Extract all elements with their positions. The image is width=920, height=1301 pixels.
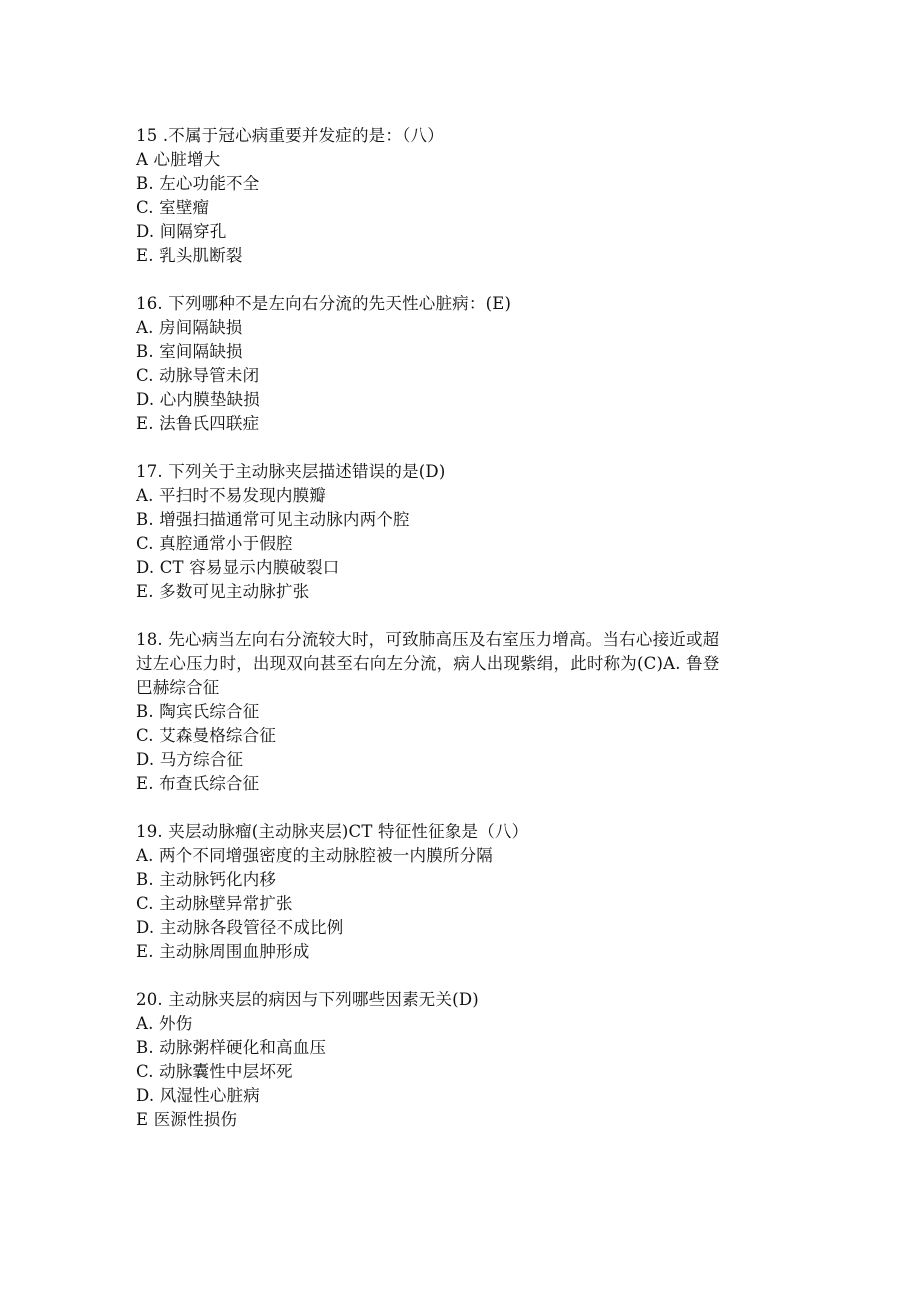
question-17 xyxy=(136,460,786,604)
option-e: E 医源性损伤 xyxy=(136,1110,238,1129)
option-b: B. 陶宾氏综合征 xyxy=(136,702,260,721)
question-20 xyxy=(136,988,786,1132)
question-19 xyxy=(136,820,786,964)
option-c: C. 主动脉壁异常扩张 xyxy=(136,894,293,913)
option-d: D. 间隔穿孔 xyxy=(136,222,227,241)
question-stem-line-3: 巴赫综合征 xyxy=(136,678,220,697)
option-d: D. 主动脉各段管径不成比例 xyxy=(136,918,344,937)
option-c: C. 室壁瘤 xyxy=(136,198,210,217)
question-stem: 20. 主动脉夹层的病因与下列哪些因素无关(D) xyxy=(136,990,479,1009)
option-c: C. 艾森曼格综合征 xyxy=(136,726,277,745)
option-b: B. 左心功能不全 xyxy=(136,174,260,193)
option-d: D. 心内膜垫缺损 xyxy=(136,390,260,409)
option-a: A. 房间隔缺损 xyxy=(136,318,243,337)
question-16 xyxy=(136,292,786,436)
question-15 xyxy=(136,124,786,268)
document-page xyxy=(136,124,786,1156)
option-b: B. 主动脉钙化内移 xyxy=(136,870,277,889)
option-d: D. CT 容易显示内膜破裂口 xyxy=(136,558,340,577)
option-e: E. 法鲁氏四联症 xyxy=(136,414,260,433)
option-c: C. 动脉导管未闭 xyxy=(136,366,260,385)
question-stem-line-2: 过左心压力时，出现双向甚至右向左分流，病人出现紫绢，此时称为(C)A. 鲁登 xyxy=(136,654,720,673)
option-e: E. 主动脉周围血肿形成 xyxy=(136,942,310,961)
question-stem: 19. 夹层动脉瘤(主动脉夹层)CT 特征性征象是（八） xyxy=(136,822,529,841)
option-d: D. 风湿性心脏病 xyxy=(136,1086,260,1105)
option-d: D. 马方综合征 xyxy=(136,750,244,769)
option-e: E. 乳头肌断裂 xyxy=(136,246,243,265)
option-c: C. 真腔通常小于假腔 xyxy=(136,534,293,553)
question-stem-line-1: 18. 先心病当左向右分流较大时，可致肺高压及右室压力增高。当右心接近或超 xyxy=(136,630,720,649)
option-e: E. 多数可见主动脉扩张 xyxy=(136,582,310,601)
option-c: C. 动脉囊性中层坏死 xyxy=(136,1062,293,1081)
question-stem: 17. 下列关于主动脉夹层描述错误的是(D) xyxy=(136,462,446,481)
question-18 xyxy=(136,628,786,796)
option-b: B. 动脉粥样硬化和高血压 xyxy=(136,1038,327,1057)
question-stem: 15 .不属于冠心病重要并发症的是：（八） xyxy=(136,126,444,145)
option-a: A. 两个不同增强密度的主动脉腔被一内膜所分隔 xyxy=(136,846,494,865)
option-b: B. 增强扫描通常可见主动脉内两个腔 xyxy=(136,510,410,529)
option-e: E. 布查氏综合征 xyxy=(136,774,260,793)
option-b: B. 室间隔缺损 xyxy=(136,342,243,361)
question-stem: 16. 下列哪种不是左向右分流的先天性心脏病：(E) xyxy=(136,294,512,313)
option-a: A. 平扫时不易发现内膜瓣 xyxy=(136,486,327,505)
option-a: A. 外伤 xyxy=(136,1014,193,1033)
option-a: A 心脏增大 xyxy=(136,150,221,169)
